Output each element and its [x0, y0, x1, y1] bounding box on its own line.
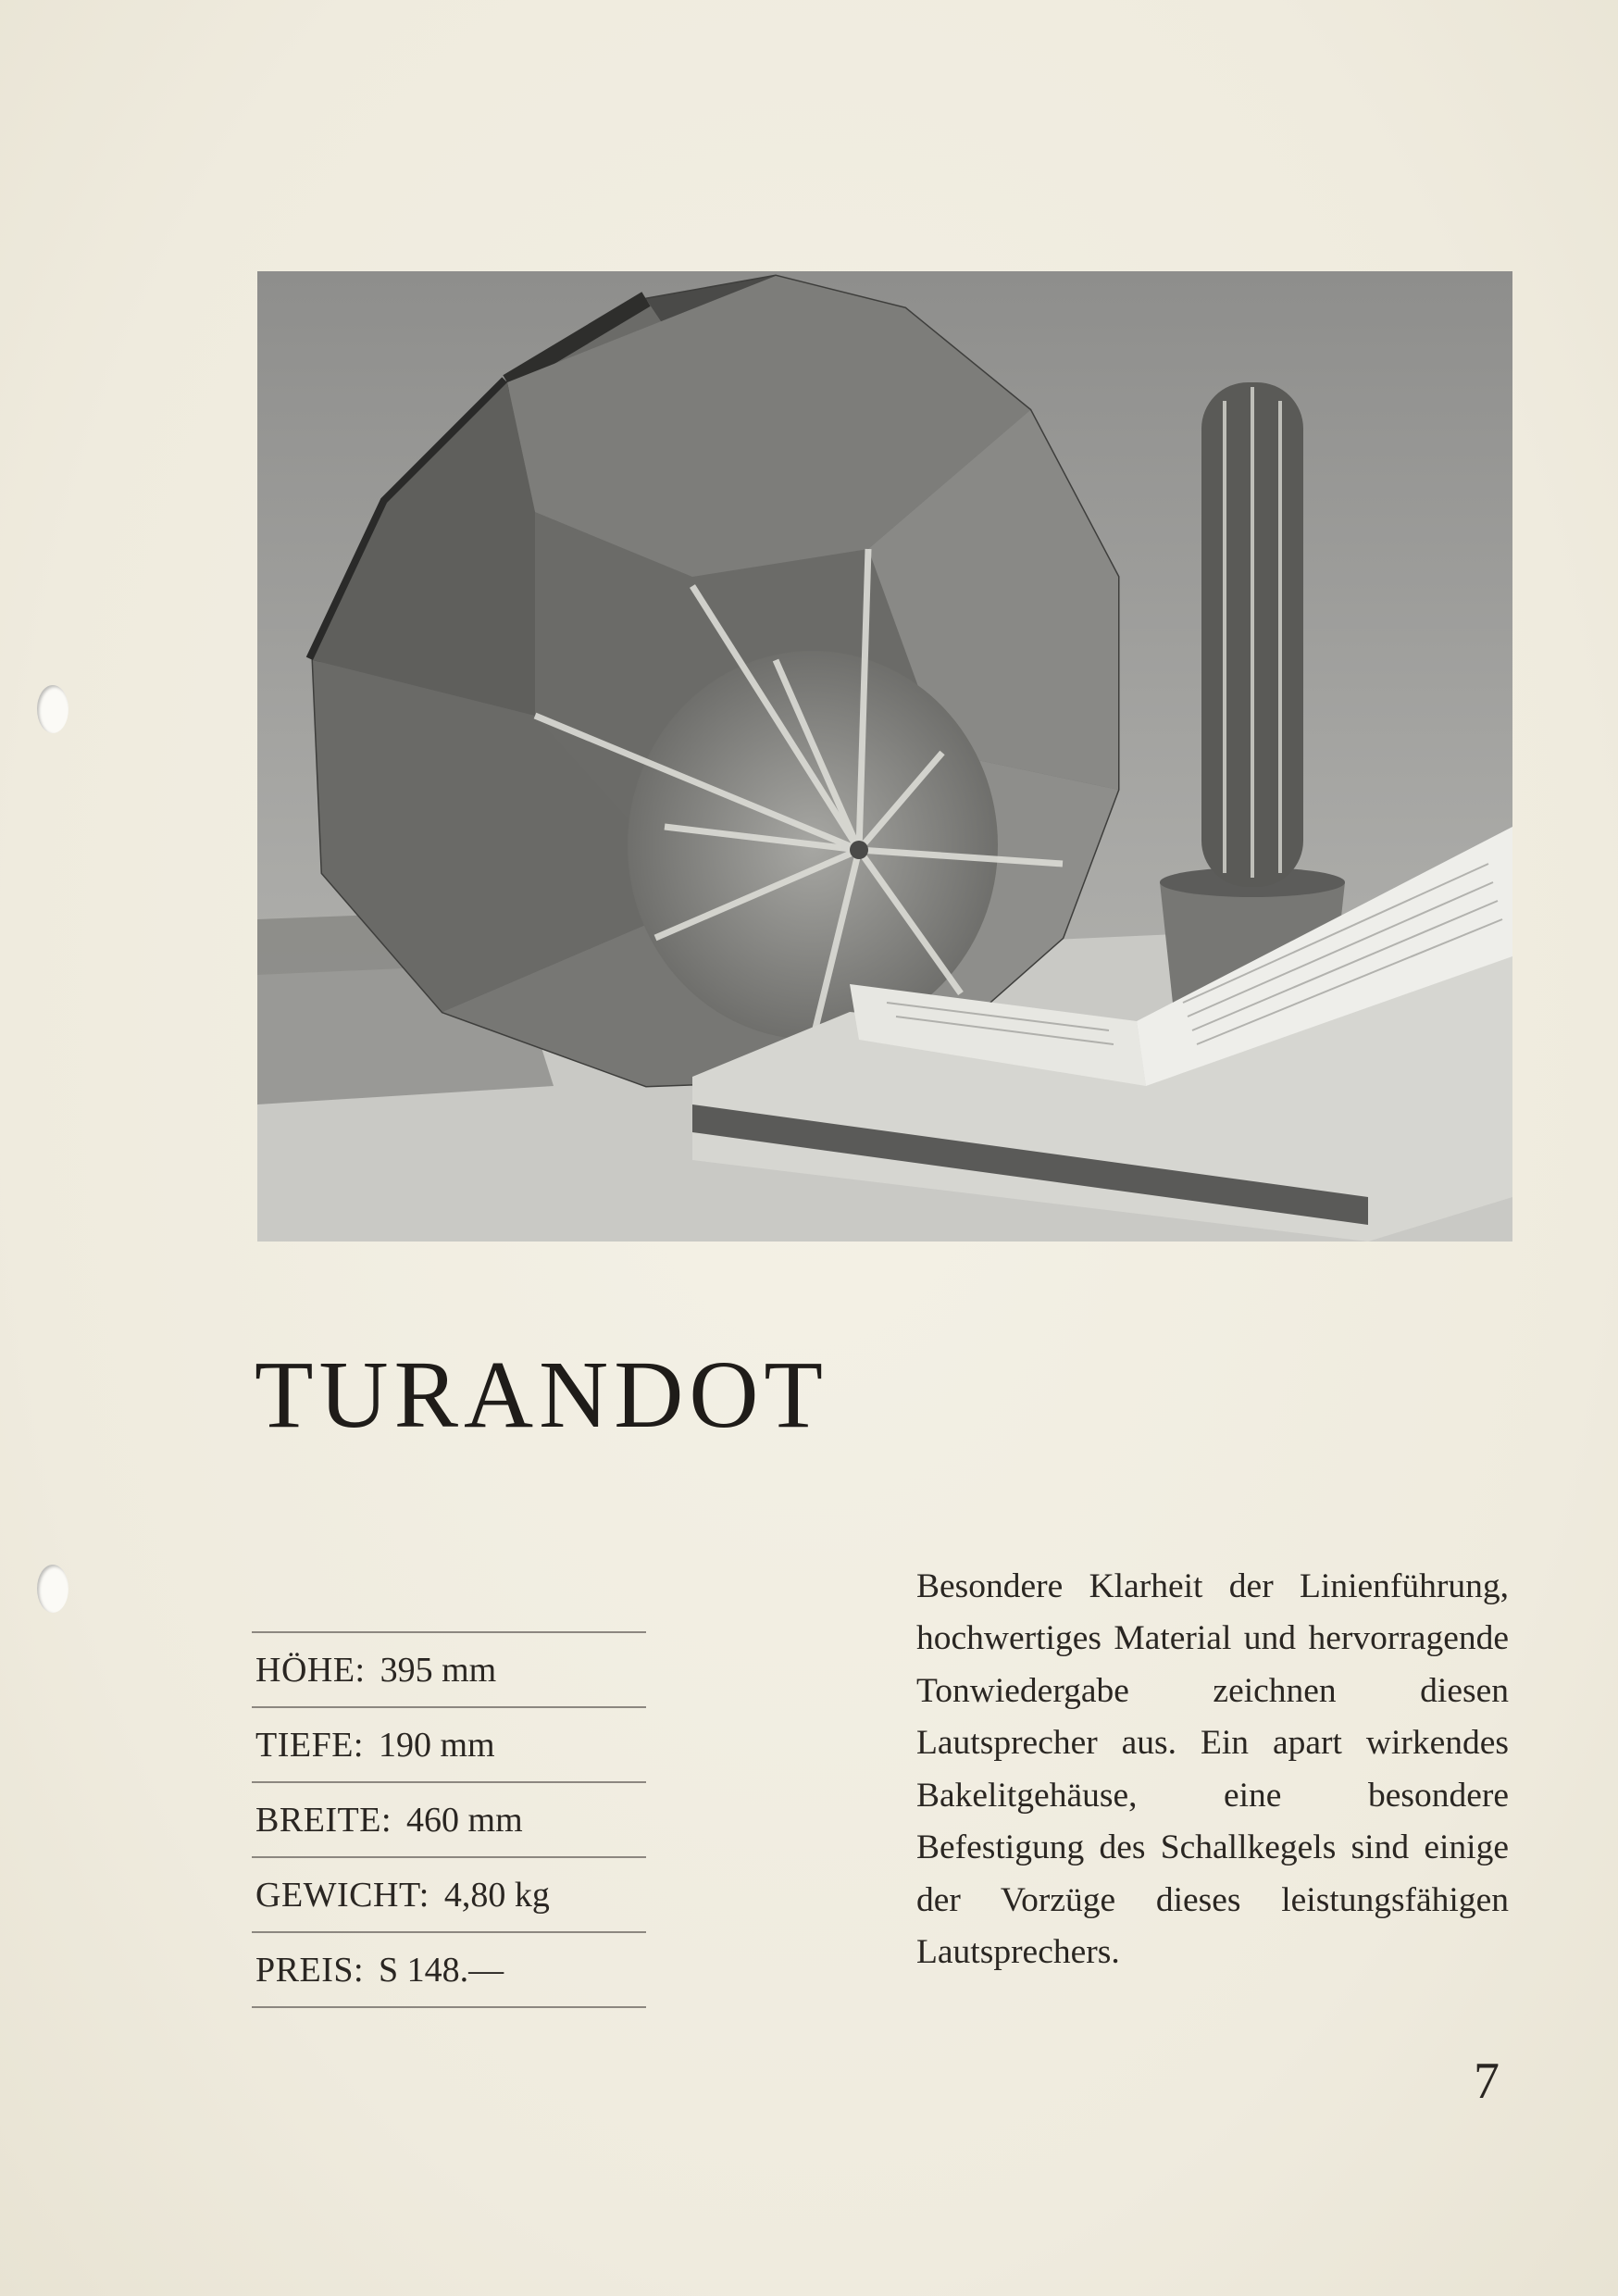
- spec-row-height: [252, 1633, 646, 1708]
- spec-row-depth: [252, 1708, 646, 1783]
- spec-value: 190 mm: [378, 1725, 495, 1765]
- product-photo: [257, 271, 1512, 1242]
- spec-label: GEWICHT:: [255, 1875, 429, 1915]
- product-title: TURANDOT: [255, 1341, 828, 1448]
- spec-value: S 148.—: [379, 1950, 504, 1990]
- spec-value: 460 mm: [406, 1800, 523, 1840]
- product-description: Besondere Klarheit der Linienführung, hochwertiges Material und hervorragende Tonwiedergabe zeichnen diesen Lautsprecher aus. Ein apart wirkendes Bakelitgehäuse, eine besondere Befestigung des Schallkegels sind einige der Vorzüge dieses leistungsfähigen Lautsprechers.: [916, 1566, 1509, 1971]
- product-photo-illustration: [257, 271, 1512, 1242]
- spec-value: 395 mm: [380, 1650, 497, 1690]
- spec-label: BREITE:: [255, 1800, 392, 1840]
- punch-hole-top: [37, 685, 68, 733]
- spec-label: PREIS:: [255, 1950, 365, 1990]
- spec-row-width: [252, 1783, 646, 1858]
- page-number: 7: [1474, 2053, 1500, 2110]
- spec-label: HÖHE:: [255, 1650, 366, 1690]
- punch-hole-bottom: [37, 1565, 68, 1613]
- spec-row-weight: [252, 1858, 646, 1933]
- spec-value: 4,80 kg: [443, 1875, 550, 1915]
- spec-row-price: [252, 1933, 646, 2008]
- spec-table: [252, 1631, 646, 2008]
- spec-label: TIEFE:: [255, 1725, 364, 1765]
